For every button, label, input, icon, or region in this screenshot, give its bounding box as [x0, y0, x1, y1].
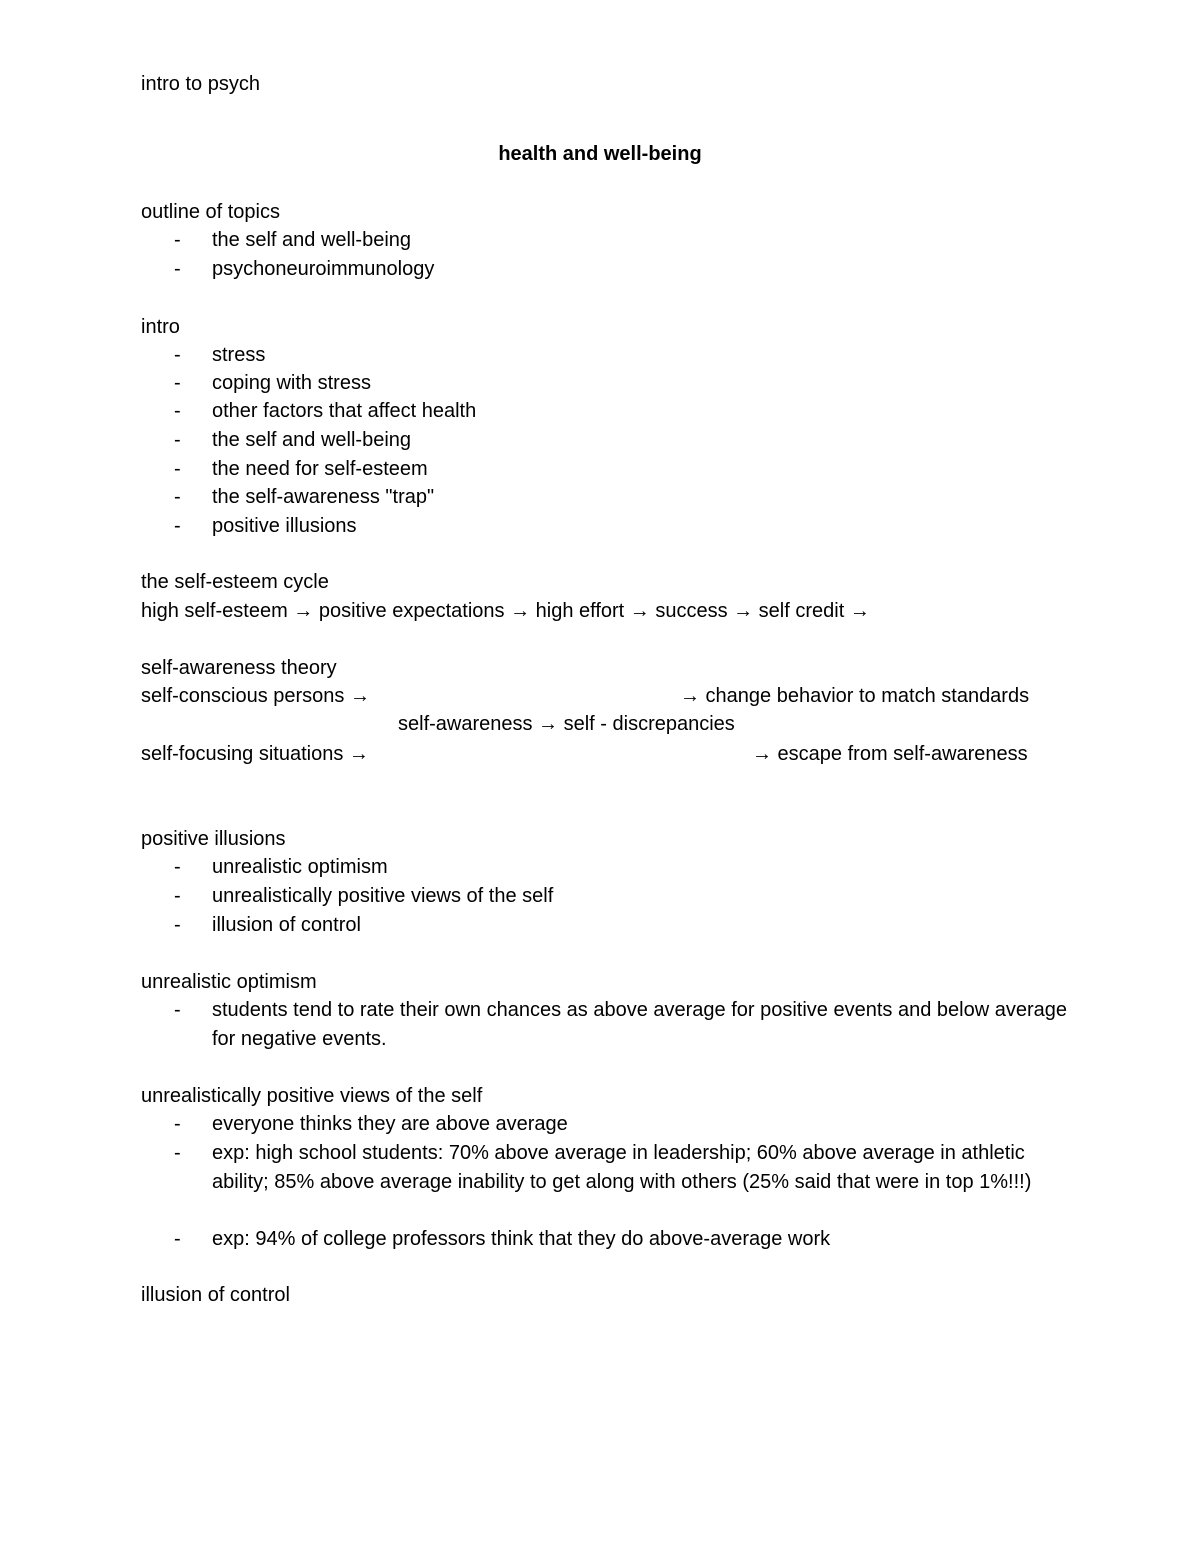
dash-bullet: - — [174, 344, 181, 366]
page-title: health and well-being — [498, 143, 702, 165]
dash-bullet: - — [174, 429, 181, 451]
theory-right-bottom: → escape from self-awareness — [752, 743, 1028, 765]
list-item-text: the need for self-esteem — [212, 458, 428, 480]
list-item-text: the self-awareness "trap" — [212, 486, 435, 508]
dash-bullet: - — [174, 1113, 181, 1135]
dash-bullet: - — [174, 486, 181, 508]
dash-bullet: - — [174, 372, 181, 394]
list-item-text: unrealistically positive views of the self — [212, 885, 554, 907]
dash-bullet: - — [174, 400, 181, 422]
cycle-flow: high self-esteem → positive expectations → high effort → success → self credit → — [141, 600, 870, 622]
list-item-text: positive illusions — [212, 515, 357, 537]
outline-heading: outline of topics — [141, 201, 280, 223]
cycle-heading: the self-esteem cycle — [141, 571, 329, 593]
theory-right-top: → change behavior to match standards — [680, 685, 1030, 707]
list-item-text: exp: high school students: 70% above average in leadership; 60% above average in athletic ability; 85% above average inability to get along with others (25% said that were in top 1%!!!) — [212, 1142, 1032, 1193]
dash-bullet: - — [174, 258, 181, 280]
dash-bullet: - — [174, 1142, 181, 1164]
list-item-text: exp: 94% of college professors think that they do above-average work — [212, 1228, 831, 1250]
dash-bullet: - — [174, 458, 181, 480]
theory-left-top: self-conscious persons → — [141, 685, 370, 707]
list-item-text: the self and well-being — [212, 229, 412, 251]
list-item-text: stress — [212, 344, 266, 366]
course-name: intro to psych — [141, 73, 260, 95]
list-item-text: coping with stress — [212, 372, 371, 394]
dash-bullet: - — [174, 856, 181, 878]
control-heading: illusion of control — [141, 1284, 290, 1306]
intro-heading: intro — [141, 316, 180, 338]
list-item-text: other factors that affect health — [212, 400, 477, 422]
theory-left-bottom: self-focusing situations → — [141, 743, 369, 765]
illusions-heading: positive illusions — [141, 828, 286, 850]
dash-bullet: - — [174, 1228, 181, 1250]
list-item-text: unrealistic optimism — [212, 856, 388, 878]
dash-bullet: - — [174, 999, 181, 1021]
views-heading: unrealistically positive views of the self — [141, 1085, 483, 1107]
dash-bullet: - — [174, 885, 181, 907]
list-item-text: psychoneuroimmunology — [212, 258, 435, 280]
dash-bullet: - — [174, 229, 181, 251]
theory-center: self-awareness → self - discrepancies — [398, 713, 735, 735]
list-item-text: everyone thinks they are above average — [212, 1113, 568, 1135]
optimism-heading: unrealistic optimism — [141, 971, 317, 993]
list-item-text: illusion of control — [212, 914, 361, 936]
theory-heading: self-awareness theory — [141, 657, 337, 679]
dash-bullet: - — [174, 515, 181, 537]
list-item-text: students tend to rate their own chances as above average for positive events and below average for negative events. — [212, 999, 1067, 1050]
list-item-text: the self and well-being — [212, 429, 412, 451]
dash-bullet: - — [174, 914, 181, 936]
